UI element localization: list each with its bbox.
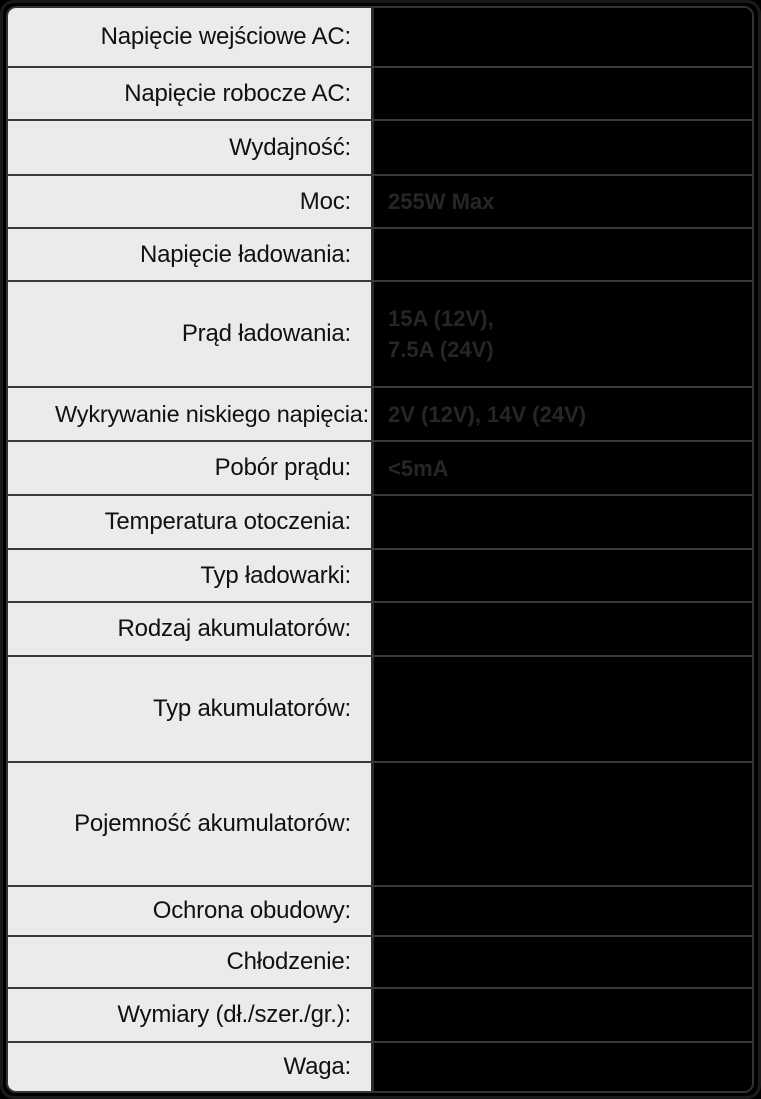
spec-label: Typ akumulatorów: <box>8 657 374 761</box>
spec-label: Chłodzenie: <box>8 937 374 987</box>
spec-value <box>374 603 752 655</box>
spec-label: Moc: <box>8 176 374 227</box>
spec-value <box>374 496 752 548</box>
spec-value <box>374 937 752 987</box>
spec-row-ambient-temperature <box>8 496 752 550</box>
spec-value <box>374 763 752 885</box>
spec-row-dimensions <box>8 989 752 1043</box>
spec-row-battery-capacity <box>8 763 752 887</box>
spec-row-operating-voltage <box>8 68 752 121</box>
spec-row-weight <box>8 1043 752 1091</box>
spec-value <box>374 442 752 494</box>
spec-label: Wykrywanie niskiego napięcia: <box>8 388 374 440</box>
spec-label: Prąd ładowania: <box>8 282 374 386</box>
spec-row-efficiency <box>8 121 752 176</box>
spec-value <box>374 1043 752 1091</box>
spec-row-low-voltage-detection <box>8 388 752 442</box>
spec-label: Typ ładowarki: <box>8 550 374 601</box>
spec-value-line: 15A (12V), <box>388 306 494 331</box>
spec-label: Wymiary (dł./szer./gr.): <box>8 989 374 1041</box>
spec-label: Pojemność akumulatorów: <box>8 763 374 885</box>
spec-label: Wydajność: <box>8 121 374 174</box>
spec-row-cooling <box>8 937 752 989</box>
spec-row-battery-type <box>8 657 752 763</box>
spec-label: Ochrona obudowy: <box>8 887 374 935</box>
spec-value-line: 2V (12V), 14V (24V) <box>388 401 587 427</box>
spec-label: Napięcie wejściowe AC: <box>8 8 374 66</box>
spec-label: Pobór prądu: <box>8 442 374 494</box>
spec-label: Temperatura otoczenia: <box>8 496 374 548</box>
spec-row-charging-current <box>8 282 752 388</box>
spec-value-line: 7.5A (24V) <box>388 337 494 362</box>
spec-value <box>374 121 752 174</box>
spec-label: Rodzaj akumulatorów: <box>8 603 374 655</box>
spec-label: Napięcie ładowania: <box>8 229 374 280</box>
spec-row-input-voltage <box>8 8 752 68</box>
spec-row-charging-voltage <box>8 229 752 282</box>
spec-value-line: 255W Max <box>388 189 495 214</box>
spec-row-power <box>8 176 752 229</box>
spec-value <box>374 887 752 935</box>
spec-label: Waga: <box>8 1043 374 1091</box>
spec-row-enclosure-protection <box>8 887 752 937</box>
spec-value <box>374 657 752 761</box>
spec-value <box>374 8 752 66</box>
spec-value <box>374 550 752 601</box>
spec-row-battery-kind <box>8 603 752 657</box>
spec-value <box>374 229 752 280</box>
spec-value <box>374 388 752 440</box>
spec-value <box>374 282 752 386</box>
spec-label: Napięcie robocze AC: <box>8 68 374 119</box>
spec-row-current-draw <box>8 442 752 496</box>
spec-value <box>374 68 752 119</box>
spec-row-charger-type <box>8 550 752 603</box>
spec-value <box>374 989 752 1041</box>
spec-value <box>374 176 752 227</box>
spec-table <box>6 6 754 1093</box>
spec-value-line: <5mA <box>388 455 449 481</box>
